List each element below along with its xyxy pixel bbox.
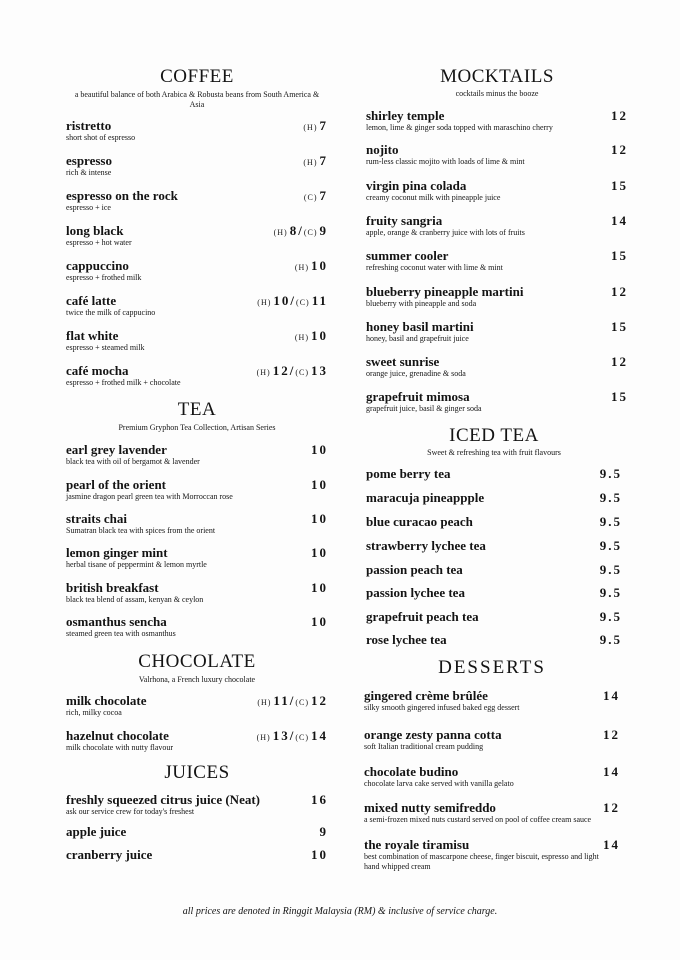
menu-item <box>364 727 620 757</box>
item-name: pome berry tea <box>366 466 451 481</box>
item-description: soft Italian traditional cream pudding <box>364 742 484 751</box>
menu-item <box>366 213 628 243</box>
item-price <box>311 511 328 527</box>
item-price <box>295 258 328 274</box>
item-price <box>257 363 328 379</box>
item-description: silky smooth gingered infused baked egg dessert <box>364 703 520 712</box>
price-value: 12 <box>611 354 628 369</box>
menu-item <box>66 580 328 610</box>
price-value: 9.5 <box>599 632 622 647</box>
item-name: long black <box>66 223 124 238</box>
price-value: 9.5 <box>599 585 622 600</box>
price-size-label: (H) <box>257 298 272 307</box>
section-title: MOCKTAILS <box>440 66 554 87</box>
menu-item <box>364 837 620 871</box>
item-description: rich & intense <box>66 168 112 177</box>
item-name: shirley temple <box>366 108 445 123</box>
price-size-label: (C) <box>303 193 318 202</box>
price-value: 12 <box>611 108 628 123</box>
item-price <box>274 223 328 239</box>
menu-item <box>66 477 328 507</box>
item-name: the royale tiramisu <box>364 837 470 852</box>
item-price <box>311 847 328 863</box>
menu-item <box>66 545 328 575</box>
item-price <box>600 609 622 625</box>
menu-item <box>66 188 328 218</box>
price-value: 16 <box>311 792 328 807</box>
price-value: 11 <box>311 293 328 308</box>
item-price <box>600 632 622 648</box>
item-description: refreshing coconut water with lime & mint <box>366 263 503 272</box>
item-name: milk chocolate <box>66 693 147 708</box>
menu-item <box>66 511 328 541</box>
price-value: 14 <box>603 688 620 703</box>
item-description: lemon, lime & ginger soda topped with maraschino cherry <box>366 123 553 132</box>
item-price <box>303 153 328 169</box>
item-price <box>611 319 628 335</box>
item-description: black tea blend of assam, kenyan & ceylon <box>66 595 204 604</box>
item-description: best combination of mascarpone cheese, finger biscuit, espresso and light hand whipped cream <box>364 852 599 871</box>
menu-item <box>364 800 620 830</box>
price-value: 7 <box>319 153 328 168</box>
section-title: TEA <box>177 399 217 420</box>
price-value: 7 <box>319 188 328 203</box>
item-description: rich, milky cocoa <box>66 708 122 717</box>
menu-item <box>66 223 328 253</box>
item-name: blueberry pineapple martini <box>366 284 524 299</box>
price-value: 10 <box>311 511 328 526</box>
item-name: nojito <box>366 142 399 157</box>
price-value: 15 <box>611 248 628 263</box>
item-price <box>603 800 620 816</box>
menu-item <box>366 178 628 208</box>
price-size-label: (H) <box>257 698 272 707</box>
item-price <box>311 477 328 493</box>
item-price <box>611 354 628 370</box>
item-name: honey basil martini <box>366 319 474 334</box>
section-subtitle: Valrhona, a French luxury chocolate <box>138 675 256 684</box>
price-value: 10 <box>311 847 328 862</box>
item-name: grapefruit peach tea <box>366 609 479 624</box>
section-subtitle: a beautiful balance of both Arabica & Robusta beans from South America & Asia <box>74 90 320 109</box>
menu-item <box>366 108 628 138</box>
item-name: chocolate budino <box>364 764 459 779</box>
item-name: café latte <box>66 293 117 308</box>
price-value: 13 <box>311 363 328 378</box>
menu-item <box>66 363 328 393</box>
item-description: espresso + frothed milk + chocolate <box>66 378 181 387</box>
item-description: chocolate larva cake served with vanilla gelato <box>364 779 514 788</box>
item-description: espresso + ice <box>66 203 111 212</box>
section-title: JUICES <box>164 762 230 783</box>
item-name: espresso on the rock <box>66 188 178 203</box>
item-name: gingered crème brûlée <box>364 688 488 703</box>
menu-item <box>366 284 628 314</box>
menu-item <box>364 688 620 718</box>
price-size-label: (C) <box>296 298 310 307</box>
price-value: 9.5 <box>599 466 622 481</box>
price-value: 9 <box>319 824 328 839</box>
item-name: osmanthus sencha <box>66 614 167 629</box>
price-note: all prices are denoted in Ringgit Malaysia (RM) & inclusive of service charge. <box>182 906 498 917</box>
price-value: 15 <box>611 319 628 334</box>
item-description: blueberry with pineapple and soda <box>366 299 477 308</box>
item-price <box>611 178 628 194</box>
price-value: 10 <box>311 580 328 595</box>
section-subtitle: cocktails minus the booze <box>455 89 539 98</box>
price-size-label: (C) <box>295 698 309 707</box>
item-name: apple juice <box>66 824 127 839</box>
menu-item <box>66 792 328 822</box>
menu-item <box>366 354 628 384</box>
price-value: 9.5 <box>599 538 622 553</box>
price-size-label: (H) <box>294 263 309 272</box>
section-title: COFFEE <box>160 66 234 87</box>
item-description: ask our service crew for today's freshest <box>66 807 195 816</box>
item-price <box>611 389 628 405</box>
item-price <box>603 764 620 780</box>
item-name: passion peach tea <box>366 562 463 577</box>
item-price <box>257 693 328 709</box>
item-name: grapefruit mimosa <box>366 389 470 404</box>
item-name: strawberry lychee tea <box>366 538 486 553</box>
price-value: 12 <box>603 800 620 815</box>
price-value: 14 <box>603 764 620 779</box>
price-value: 10 <box>311 477 328 492</box>
item-price <box>611 142 628 158</box>
price-value: 15 <box>611 389 628 404</box>
item-description: short shot of espresso <box>66 133 136 142</box>
price-value: 10 <box>311 258 328 273</box>
item-price <box>320 824 329 840</box>
price-value: 7 <box>319 118 328 133</box>
price-value: 10 <box>311 442 328 457</box>
item-name: hazelnut chocolate <box>66 728 169 743</box>
item-name: orange zesty panna cotta <box>364 727 502 742</box>
price-size-label: (C) <box>303 228 318 237</box>
item-description: milk chocolate with nutty flavour <box>66 743 174 752</box>
menu-item <box>66 693 328 723</box>
item-name: fruity sangria <box>366 213 443 228</box>
item-price <box>311 442 328 458</box>
item-price <box>611 284 628 300</box>
item-name: ristretto <box>66 118 112 133</box>
section-title: ICED TEA <box>449 425 539 446</box>
price-size-label: (C) <box>295 368 309 377</box>
item-description: steamed green tea with osmanthus <box>66 629 176 638</box>
section-subtitle: Premium Gryphon Tea Collection, Artisan Series <box>118 423 276 432</box>
section-subtitle: Sweet & refreshing tea with fruit flavours <box>427 448 561 457</box>
item-name: lemon ginger mint <box>66 545 168 560</box>
menu-item <box>66 258 328 288</box>
price-value: 13/ <box>272 728 296 743</box>
price-value: 14 <box>611 213 628 228</box>
price-value: 14 <box>311 728 328 743</box>
menu-item <box>66 118 328 148</box>
item-name: espresso <box>66 153 112 168</box>
item-price <box>600 466 622 482</box>
item-price <box>303 118 328 134</box>
item-description: creamy coconut milk with pineapple juice <box>366 193 501 202</box>
price-value: 12 <box>611 142 628 157</box>
price-value: 8/ <box>289 223 304 238</box>
item-price <box>311 545 328 561</box>
price-size-label: (C) <box>295 733 309 742</box>
item-description: orange juice, grenadine & soda <box>366 369 466 378</box>
price-value: 14 <box>603 837 620 852</box>
price-size-label: (H) <box>256 733 271 742</box>
item-name: sweet sunrise <box>366 354 440 369</box>
item-description: black tea with oil of bergamot & lavender <box>66 457 200 466</box>
item-name: virgin pina colada <box>366 178 467 193</box>
item-price <box>311 792 328 808</box>
item-description: espresso + steamed milk <box>66 343 145 352</box>
item-price <box>600 562 622 578</box>
item-name: earl grey lavender <box>66 442 167 457</box>
item-description: espresso + hot water <box>66 238 132 247</box>
item-price <box>600 514 622 530</box>
menu-item <box>66 328 328 358</box>
price-value: 10 <box>311 328 328 343</box>
item-price <box>257 728 328 744</box>
price-size-label: (H) <box>303 123 318 132</box>
price-value: 9 <box>319 223 328 238</box>
item-price <box>603 727 620 743</box>
menu-item <box>66 614 328 644</box>
section-title: DESSERTS <box>438 657 546 678</box>
price-size-label: (H) <box>303 158 318 167</box>
price-value: 9.5 <box>599 609 622 624</box>
item-name: freshly squeezed citrus juice (Neat) <box>66 792 260 807</box>
menu-item <box>66 153 328 183</box>
item-price <box>603 688 620 704</box>
menu-item <box>364 764 620 794</box>
item-name: cappuccino <box>66 258 129 273</box>
menu-item <box>66 728 328 758</box>
item-price <box>311 614 328 630</box>
price-value: 9.5 <box>599 562 622 577</box>
item-price <box>611 213 628 229</box>
menu-item <box>366 248 628 278</box>
item-description: honey, basil and grapefruit juice <box>366 334 469 343</box>
price-value: 12 <box>311 693 328 708</box>
menu-item <box>66 442 328 472</box>
item-name: blue curacao peach <box>366 514 473 529</box>
item-price <box>304 188 328 204</box>
price-value: 15 <box>611 178 628 193</box>
price-value: 10/ <box>273 293 297 308</box>
price-value: 12/ <box>272 363 296 378</box>
item-description: grapefruit juice, basil & ginger soda <box>366 404 482 413</box>
item-price <box>257 293 328 309</box>
item-price <box>603 837 620 853</box>
price-value: 11/ <box>273 693 296 708</box>
item-description: Sumatran black tea with spices from the orient <box>66 526 216 535</box>
price-value: 12 <box>603 727 620 742</box>
menu-item <box>66 847 328 877</box>
item-price <box>311 580 328 596</box>
item-name: pearl of the orient <box>66 477 167 492</box>
section-title: CHOCOLATE <box>138 651 256 672</box>
menu-item <box>366 319 628 349</box>
item-price <box>600 490 622 506</box>
item-name: straits chai <box>66 511 128 526</box>
price-value: 10 <box>311 614 328 629</box>
item-name: café mocha <box>66 363 129 378</box>
item-name: summer cooler <box>366 248 449 263</box>
item-description: a semi-frozen mixed nuts custard served on pool of coffee cream sauce <box>364 815 592 824</box>
menu-item <box>66 293 328 323</box>
menu-item <box>366 389 628 419</box>
item-price <box>600 538 622 554</box>
item-description: rum-less classic mojito with loads of lime & mint <box>366 157 525 166</box>
item-name: flat white <box>66 328 119 343</box>
item-price <box>611 108 628 124</box>
price-size-label: (H) <box>256 368 271 377</box>
menu-item <box>366 142 628 172</box>
item-name: rose lychee tea <box>366 632 447 647</box>
price-size-label: (H) <box>294 333 309 342</box>
price-size-label: (H) <box>273 228 288 237</box>
price-value: 10 <box>311 545 328 560</box>
item-price <box>611 248 628 264</box>
item-name: cranberry juice <box>66 847 153 862</box>
item-price <box>600 585 622 601</box>
item-name: maracuja pineappple <box>366 490 485 505</box>
item-description: espresso + frothed milk <box>66 273 142 282</box>
item-description: jasmine dragon pearl green tea with Morroccan rose <box>66 492 233 501</box>
item-name: passion lychee tea <box>366 585 465 600</box>
item-description: herbal tisane of peppermint & lemon myrtle <box>66 560 207 569</box>
price-value: 12 <box>611 284 628 299</box>
item-description: twice the milk of cappucino <box>66 308 156 317</box>
item-name: mixed nutty semifreddo <box>364 800 496 815</box>
price-value: 9.5 <box>599 490 622 505</box>
price-value: 9.5 <box>599 514 622 529</box>
item-name: british breakfast <box>66 580 159 595</box>
item-description: apple, orange & cranberry juice with lots of fruits <box>366 228 525 237</box>
item-price <box>295 328 328 344</box>
